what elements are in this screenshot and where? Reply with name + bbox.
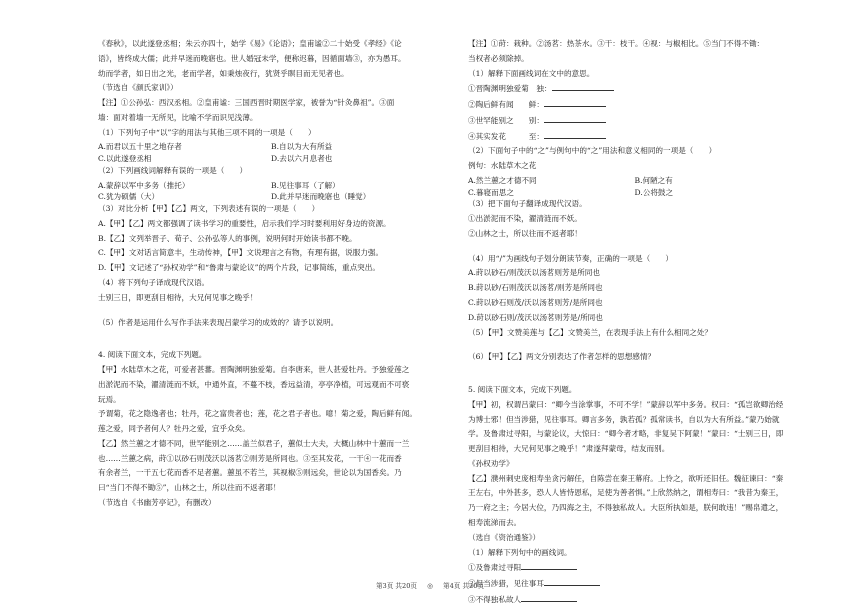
passage-line: 【甲】水陆草木之花，可爱者甚蕃。晋陶渊明独爱菊。自李唐来，世人甚爱牡丹。予独爱莲之 [98,365,410,375]
passage-line: 王左右，中外甚多，恐人人皆恃恩私，足使为善者惧。”上欣然纳之，谓相寿曰：“我昔为秦王， [468,488,784,498]
intro-line: 语》，皆终成大儒；此并早迷而晚寤也。世人婚冠未学，便称迟暮，因循面墙③，亦为愚耳。 [98,53,406,63]
right-column [468,38,801,609]
option-row [468,175,801,187]
fill-item: ②陶后鲜有闻 鲜： [468,98,801,111]
footer-separator: ◎ [427,582,433,590]
example-sentence: 例句：水陆草木之花 [468,161,537,171]
fill-item: ①晋陶渊明独爱菊 独： [468,82,801,95]
source-note: 《孙权劝学》 [468,458,514,468]
option-row [98,141,444,153]
passage-line: 学。及鲁肃过寻阳，与蒙论议，大惊曰：“卿今者才略，非复吴下阿蒙！”蒙曰：“士别三日，即 [468,429,784,439]
page-number-left: 第3页 共20页 [375,582,417,590]
option-row [98,153,444,165]
fill-item: ④其实发花 至： [468,130,801,143]
left-column [98,38,444,512]
option: B.莳以砂/石则茂沃以汤茗/则芳是所同也 [468,283,603,293]
answer-blank[interactable] [552,82,614,91]
option-row [98,191,444,203]
option: A.而君以五十里之地存者 [98,142,182,152]
option: D.去以六月息者也 [271,154,333,164]
annotation-line: 【注】①公孙弘：西汉丞相。②皇甫谧：三国西晋时期医学家，被誉为“针灸鼻祖”。③面 [98,98,395,108]
answer-blank[interactable] [544,130,606,139]
answer-blank[interactable] [521,561,577,570]
question-6: （6）【甲】【乙】两文分别表达了作者怎样的思想感情？ [468,352,656,362]
option: C.【甲】文对话言简意丰，生动传神，【甲】文说理言之有物，有理有据，说服力强。 [98,248,384,258]
passage-line: 玩焉。 [98,394,121,404]
passage-line: 更刮目相待，大兄何见事之晚乎！”肃遂拜蒙母，结友而别。 [468,444,670,454]
question-1: （1）下列句子中“以”字的用法与其他三项不同的一项是（ ） [98,127,316,137]
option: C.暮寝而思之 [468,187,514,197]
passage-line: 【乙】濮州刺史庞相寿坐贪污解任，自陈尝在秦王幕府。上怜之，欲听还旧任。魏征谏曰：“秦 [468,473,784,483]
option-row [98,180,444,192]
question-1b: （1）解释下列句中的画线词。 [468,547,572,557]
option: D.此并早迷而晚寤也（睡觉） [271,192,371,202]
source-note: （节选自《颜氏家训》） [98,83,178,93]
option: A.蒙辞以军中多务（推托） [98,180,190,190]
option: A.莳以砂石/则茂沃以汤茗则芳是所同也 [468,268,600,278]
passage-line: 予谓菊，花之隐逸者也；牡丹，花之富贵者也；莲，花之君子者也。噫！菊之爱，陶后鲜有闻。 [98,409,417,419]
translation-item: ①出淤泥而不染，濯清涟而不妖。 [468,214,582,224]
passage-line: 相寿流涕而去。 [468,517,522,527]
option: B.见往事耳（了解） [271,180,340,190]
passage-line: 曰“当门不得不锄⑤”，山林之士，所以往而不返者耶！ [98,483,281,493]
answer-blank[interactable] [544,98,606,107]
translation-sentence: 士别三日，即更刮目相待，大兄何见事之晚乎！ [98,292,258,302]
section-4-title: 4. 阅读下面文本，完成下列题。 [98,350,207,360]
fill-item: ①及鲁肃过寻阳 [468,561,801,574]
source-note: （选自《资治通鉴》） [468,532,541,542]
option: D.【甲】文记述了“孙权劝学”和“鲁肃与蒙论议”的两个片段，记事简练，重点突出。 [98,263,380,273]
question-2: （2）下面句子中的“之”与例句中的“之”用法和意义相同的一项是（ ） [468,146,717,156]
question-4: （4）将下列句子译成现代汉语。 [98,278,210,288]
fill-item: ③不得独私故人 [468,593,801,606]
passage-line: 莲之爱，同予者何人？牡丹之爱，宜乎众矣。 [98,424,250,434]
fill-item: ③世罕能别之 别： [468,114,801,127]
intro-line: 幼而学者，如日出之光，老而学者，如秉烛夜行，犹贤乎瞑目而无见者也。 [98,68,349,78]
option: A.然兰蕙之才德不同 [468,175,537,185]
question-5: （5）【甲】文赞美莲与【乙】文赞美兰，在表现手法上有什么相同之处？ [468,327,713,337]
option: B.自以为大有所益 [271,142,333,152]
option: C.犹为硕儒（大） [98,192,160,202]
passage-line: 【乙】然兰蕙之才德不同，世罕能别之……盖兰似君子，蕙似士大夫，大概山林中十蕙而一兰 [98,438,410,448]
passage-line: 乃一府之主；今居大位，乃四海之主，不得独私故人。大臣所执如是，朕何敢违！”赐帛遣之， [468,503,784,513]
option-row [468,187,801,199]
question-5: （5）作者是运用什么写作手法来表现吕蒙学习的成效的？请予以说明。 [98,317,339,327]
page-number-right: 第4页 共20页 [442,582,485,590]
question-2: （2）下列画线词解释有误的一项是（ ） [98,165,248,175]
option: A.【甲】【乙】两文都强调了读书学习的重要性，启示我们学习时要利用好身边的资源。 [98,218,391,228]
passage-line: 出淤泥而不染，濯清涟而不妖，中通外直，不蔓不枝，香远益清，亭亭净植，可远观而不可亵 [98,379,410,389]
option: D.莳以砂石则/茂沃以汤茗则芳是/所同也 [468,312,603,322]
section-5-title: 5. 阅读下面文本，完成下列题。 [468,385,577,395]
answer-blank[interactable] [521,593,577,602]
page-footer [0,580,860,590]
annotation-line: 墙：面对着墙一无所见，比喻不学而识见浅薄。 [98,112,258,122]
answer-blank[interactable] [544,114,606,123]
question-4: （4）用“/”为画线句子划分朗读节奏，正确的一项是（ ） [468,253,673,263]
annotation-line: 【注】①莳：栽种。②汤茗：热茶水。③干：枝干。④视：与椒相比。⑤当门不得不锄： [468,39,765,48]
option: D.公将鼓之 [634,187,674,197]
source-note: （节选自《书幽芳亭记》，有删改） [98,497,216,507]
option: C.以此遂登丞相 [98,154,152,164]
option: B.【乙】文列举晋子、荀子、公孙弘等人的事例，说明何时开始读书都不晚。 [98,233,357,243]
passage-line: 有余者兰，一干五七花而香不足者蕙。蕙虽不若兰，其视椒⑤则远矣，世论以为国香矣。乃 [98,468,402,478]
passage-line: 也……兰蕙之病，莳①以砂石则茂沃以汤茗②则芳是所同也。③至其发花，一干④一花而香 [98,453,402,463]
passage-line: 【甲】初，权谓吕蒙曰：“卿今当涂掌事，不可不学！”蒙辞以军中多务。权曰：“孤岂欲卿治经 [468,399,784,409]
option: B.何陋之有 [634,175,673,185]
option: C.莳以砂石则茂/沃以汤茗则芳/是所同也 [468,298,603,308]
fill-item: ②但当涉猎，见往事耳 [468,577,801,590]
question-1: （1）解释下面画线词在文中的意思。 [468,68,595,78]
question-3: （3）对比分析【甲】【乙】两文，下列表述有误的一项是（ ） [98,204,320,214]
passage-line: 为博士邪！但当涉猎，见往事耳。卿言多务，孰若孤？孤常读书，自以为大有所益。”蒙乃始就 [468,414,780,424]
intro-line: 《春秋》，以此遂登丞相；朱云亦四十，始学《易》《论语》；皇甫谧②二十始受《孝经》《论 [98,39,402,48]
annotation-line: 当权者必须除掉。 [468,53,529,63]
translation-item: ②山林之士，所以往而不返者耶！ [468,228,582,238]
question-3: （3）把下面句子翻译成现代汉语。 [468,199,587,209]
